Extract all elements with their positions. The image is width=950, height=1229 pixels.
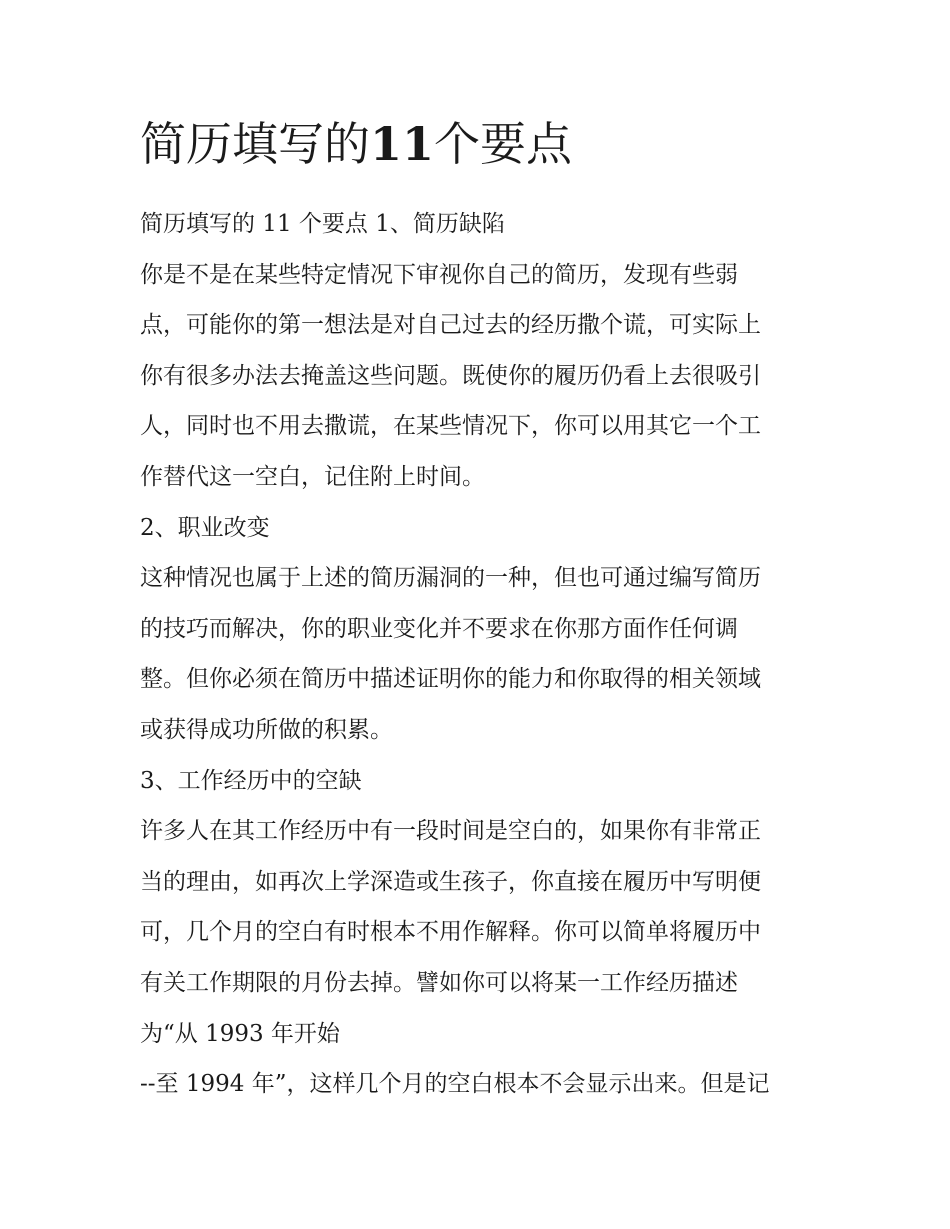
text-line: 当的理由，如再次上学深造或生孩子，你直接在履历中写明便 (140, 868, 761, 895)
title-number: 11 (370, 117, 435, 171)
text-line: 为“从 1993 年开始 (140, 1020, 340, 1047)
section-heading-career-change: 2、职业改变 (140, 514, 270, 541)
text-line-subtitle: 简历填写的 11 个要点 1、简历缺陷 (140, 211, 505, 237)
title-suffix: 个要点 (434, 117, 573, 171)
text-line: 或获得成功所做的积累。 (140, 716, 393, 743)
title-prefix: 简历填写的 (140, 117, 370, 171)
text-line: 你是不是在某些特定情况下审视你自己的简历，发现有些弱 (140, 261, 738, 288)
text-line: 的技巧而解决，你的职业变化并不要求在你那方面作任何调 (140, 615, 738, 642)
text-line: 这种情况也属于上述的简历漏洞的一种，但也可通过编写简历 (140, 565, 761, 592)
text-line: --至 1994 年”，这样几个月的空白根本不会显示出来。但是记 (140, 1071, 770, 1098)
text-line: 整。但你必须在简历中描述证明你的能力和你取得的相关领域 (140, 666, 761, 693)
text-line: 人，同时也不用去撒谎，在某些情况下，你可以用其它一个工 (140, 413, 761, 440)
text-line: 你有很多办法去掩盖这些问题。既使你的履历仍看上去很吸引 (140, 362, 761, 389)
document-body (140, 199, 812, 1110)
text-line: 许多人在其工作经历中有一段时间是空白的，如果你有非常正 (140, 818, 761, 845)
section-heading-work-gap: 3、工作经历中的空缺 (140, 767, 362, 794)
text-line: 可，几个月的空白有时根本不用作解释。你可以简单将履历中 (140, 919, 761, 946)
text-line: 作替代这一空白，记住附上时间。 (140, 463, 485, 490)
text-line: 点，可能你的第一想法是对自己过去的经历撒个谎，可实际上 (140, 312, 761, 339)
text-line: 有关工作期限的月份去掉。譬如你可以将某一工作经历描述 (140, 969, 738, 996)
document-title (140, 112, 820, 176)
